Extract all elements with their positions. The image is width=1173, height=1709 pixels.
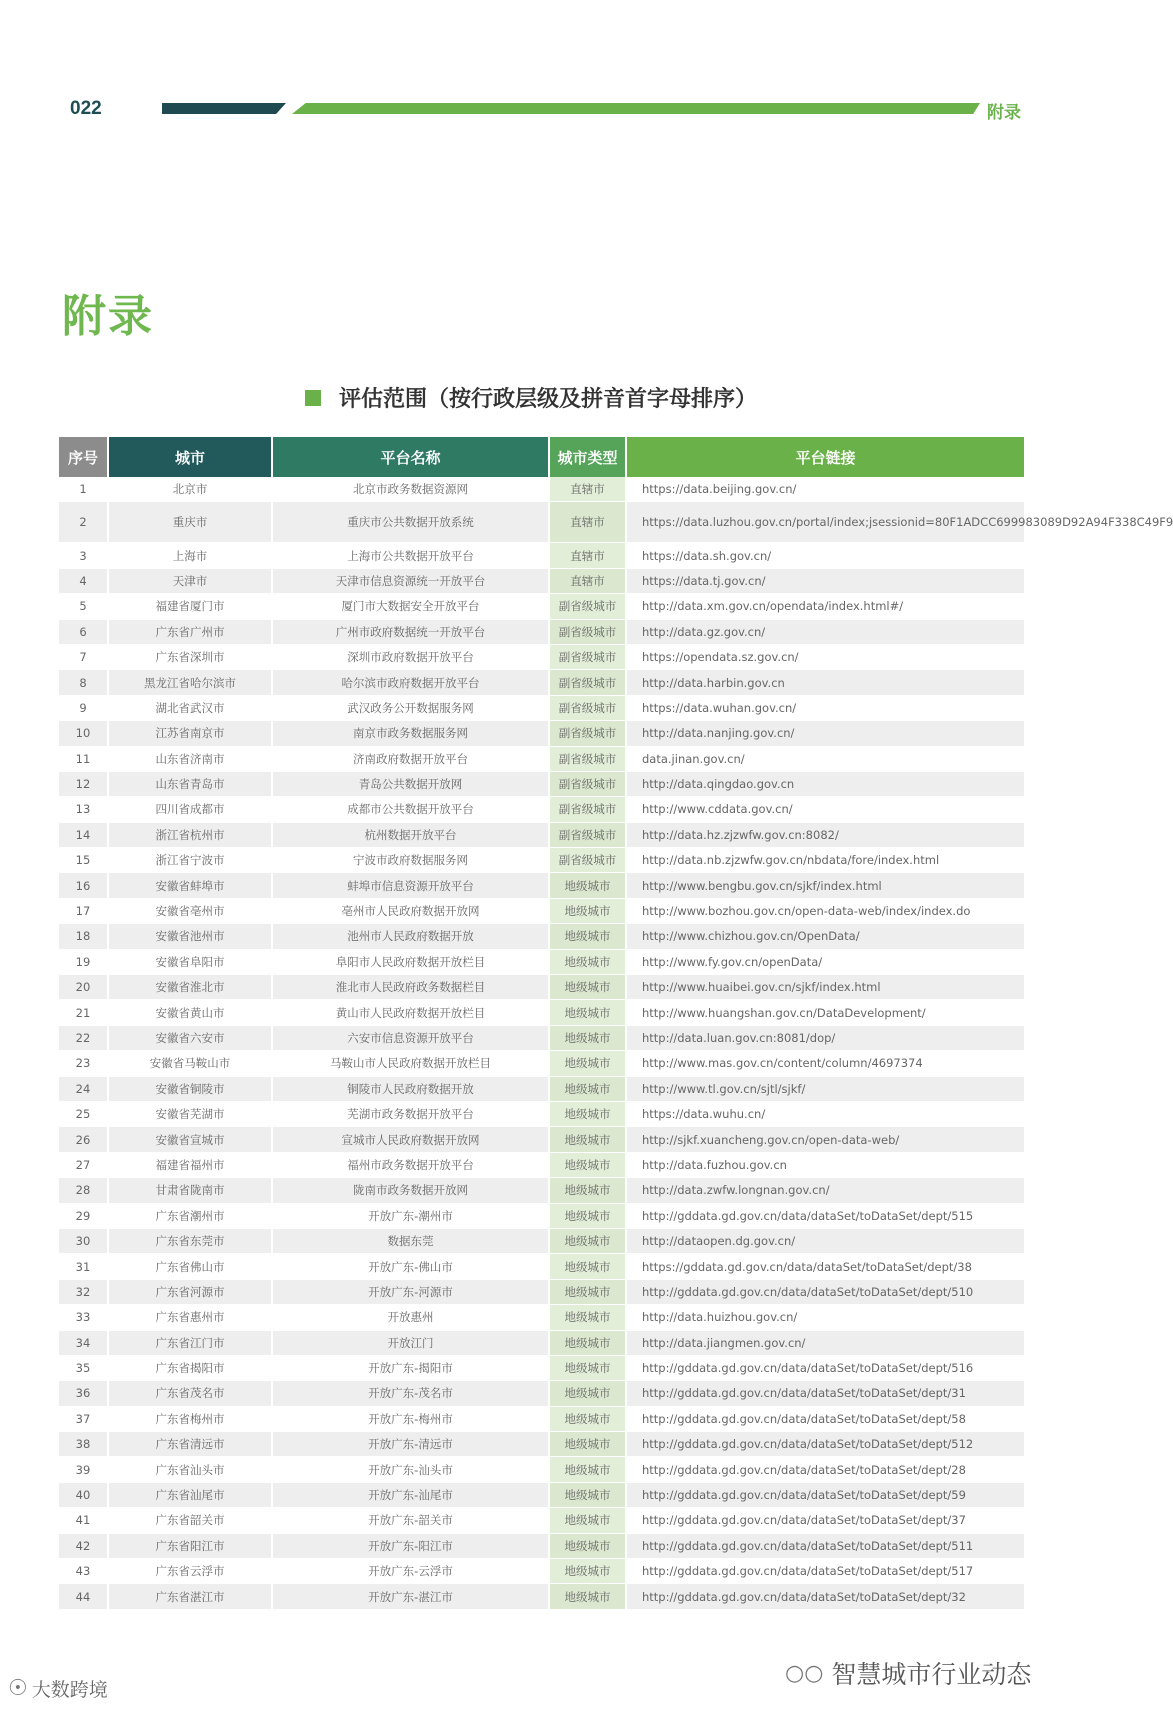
cell-platform: 哈尔滨市政府数据开放平台 [272, 670, 549, 695]
cell-city: 福建省福州市 [108, 1152, 272, 1177]
cell-link[interactable]: https://data.beijing.gov.cn/ [626, 477, 1024, 502]
cell-link[interactable]: http://gddata.gd.gov.cn/data/dataSet/toDataSet/dept/515 [626, 1203, 1024, 1228]
table-row [59, 1559, 1024, 1584]
table-row [59, 1203, 1024, 1228]
table-row [59, 1152, 1024, 1177]
cell-number: 25 [59, 1101, 108, 1126]
logo-icon: ☉ [8, 1676, 28, 1701]
cell-number: 8 [59, 670, 108, 695]
cell-link[interactable]: http://www.huaibei.gov.cn/sjkf/index.html [626, 975, 1024, 1000]
cell-city-type: 地级城市 [549, 1432, 626, 1457]
table-row [59, 1051, 1024, 1076]
table-row [59, 873, 1024, 898]
cell-city: 广东省广州市 [108, 619, 272, 644]
cell-number: 40 [59, 1482, 108, 1507]
table-row [59, 721, 1024, 746]
table-row [59, 1076, 1024, 1101]
cell-link[interactable]: http://data.harbin.gov.cn [626, 670, 1024, 695]
cell-link[interactable]: http://sjkf.xuancheng.gov.cn/open-data-web/ [626, 1127, 1024, 1152]
cell-platform: 杭州数据开放平台 [272, 822, 549, 847]
cell-number: 43 [59, 1559, 108, 1584]
cell-link[interactable]: http://data.fuzhou.gov.cn [626, 1152, 1024, 1177]
table-row [59, 1355, 1024, 1380]
cell-city: 广东省汕头市 [108, 1457, 272, 1482]
cell-platform: 蚌埠市信息资源开放平台 [272, 873, 549, 898]
cell-city: 安徽省池州市 [108, 924, 272, 949]
header-bar-green [292, 103, 980, 114]
table-row [59, 644, 1024, 669]
table-row [59, 949, 1024, 974]
cell-link[interactable]: http://www.cddata.gov.cn/ [626, 797, 1024, 822]
table-header-row [59, 437, 1024, 477]
cell-number: 17 [59, 898, 108, 923]
table-row [59, 1432, 1024, 1457]
cell-city: 广东省阳江市 [108, 1533, 272, 1558]
cell-city-type: 地级城市 [549, 1279, 626, 1304]
cell-number: 20 [59, 975, 108, 1000]
cell-platform: 天津市信息资源统一开放平台 [272, 568, 549, 593]
header-bar-dark [162, 103, 286, 114]
cell-number: 10 [59, 721, 108, 746]
cell-link[interactable]: http://gddata.gd.gov.cn/data/dataSet/toDataSet/dept/37 [626, 1508, 1024, 1533]
table-row [59, 1584, 1024, 1609]
cell-city-type: 副省级城市 [549, 619, 626, 644]
cell-city: 广东省汕尾市 [108, 1482, 272, 1507]
cell-link[interactable]: https://gddata.gd.gov.cn/data/dataSet/toDataSet/dept/38 [626, 1254, 1024, 1279]
cell-city-type: 副省级城市 [549, 822, 626, 847]
cell-platform: 数据东莞 [272, 1228, 549, 1253]
cell-platform: 开放广东-云浮市 [272, 1559, 549, 1584]
table-row [59, 543, 1024, 568]
cell-city: 广东省江门市 [108, 1330, 272, 1355]
cell-platform: 开放惠州 [272, 1305, 549, 1330]
cell-city: 安徽省淮北市 [108, 975, 272, 1000]
table-row [59, 975, 1024, 1000]
cell-platform: 深圳市政府数据开放平台 [272, 644, 549, 669]
cell-number: 1 [59, 477, 108, 502]
cell-platform: 武汉政务公开数据服务网 [272, 695, 549, 720]
cell-platform: 厦门市大数据安全开放平台 [272, 594, 549, 619]
cell-city: 黑龙江省哈尔滨市 [108, 670, 272, 695]
cell-city: 广东省湛江市 [108, 1584, 272, 1609]
table-row [59, 1533, 1024, 1558]
cell-number: 26 [59, 1127, 108, 1152]
cell-city: 广东省揭阳市 [108, 1355, 272, 1380]
cell-number: 4 [59, 568, 108, 593]
cell-city: 广东省佛山市 [108, 1254, 272, 1279]
cell-city-type: 副省级城市 [549, 695, 626, 720]
cell-city-type: 地级城市 [549, 1482, 626, 1507]
cell-platform: 芜湖市政务数据开放平台 [272, 1101, 549, 1126]
table-row [59, 822, 1024, 847]
cell-city-type: 地级城市 [549, 924, 626, 949]
page-number: 022 [70, 98, 102, 119]
cell-city-type: 地级城市 [549, 873, 626, 898]
cell-number: 41 [59, 1508, 108, 1533]
cell-city: 安徽省宣城市 [108, 1127, 272, 1152]
cell-city: 四川省成都市 [108, 797, 272, 822]
cell-city: 安徽省蚌埠市 [108, 873, 272, 898]
page-title: 附录 [62, 291, 154, 342]
cell-number: 30 [59, 1228, 108, 1253]
cell-link[interactable]: http://gddata.gd.gov.cn/data/dataSet/toDataSet/dept/32 [626, 1584, 1024, 1609]
cell-city-type: 直辖市 [549, 477, 626, 502]
cell-city-type: 地级城市 [549, 1305, 626, 1330]
cell-city-type: 地级城市 [549, 1355, 626, 1380]
cell-platform: 青岛公共数据开放网 [272, 771, 549, 796]
cell-number: 34 [59, 1330, 108, 1355]
wechat-watermark-text: 智慧城市行业动态 [831, 1660, 1032, 1689]
cell-city: 广东省清远市 [108, 1432, 272, 1457]
cell-link[interactable]: http://www.fy.gov.cn/openData/ [626, 949, 1024, 974]
cell-city-type: 地级城市 [549, 1533, 626, 1558]
cell-city-type: 地级城市 [549, 1228, 626, 1253]
cell-platform: 开放广东-清远市 [272, 1432, 549, 1457]
cell-platform: 黄山市人民政府数据开放栏目 [272, 1000, 549, 1025]
cell-link[interactable]: http://data.xm.gov.cn/opendata/index.html#/ [626, 594, 1024, 619]
cell-city: 安徽省黄山市 [108, 1000, 272, 1025]
cell-city-type: 副省级城市 [549, 721, 626, 746]
cell-platform: 淮北市人民政府政务数据栏目 [272, 975, 549, 1000]
table-row [59, 771, 1024, 796]
table-row [59, 1000, 1024, 1025]
cell-city: 安徽省六安市 [108, 1025, 272, 1050]
cell-number: 38 [59, 1432, 108, 1457]
table-row [59, 898, 1024, 923]
column-header-city-type: 城市类型 [549, 437, 626, 477]
evaluation-scope-table [59, 437, 1173, 1610]
cell-number: 27 [59, 1152, 108, 1177]
table-row [59, 1406, 1024, 1431]
cell-city-type: 地级城市 [549, 1076, 626, 1101]
table-row [59, 797, 1024, 822]
cell-link[interactable]: http://www.bengbu.gov.cn/sjkf/index.html [626, 873, 1024, 898]
cell-platform: 成都市公共数据开放平台 [272, 797, 549, 822]
cell-number: 29 [59, 1203, 108, 1228]
cell-link[interactable]: http://data.hz.zjzwfw.gov.cn:8082/ [626, 822, 1024, 847]
cell-city-type: 地级城市 [549, 1000, 626, 1025]
cell-city-type: 直辖市 [549, 568, 626, 593]
cell-number: 6 [59, 619, 108, 644]
cell-city-type: 地级城市 [549, 1584, 626, 1609]
cell-city-type: 地级城市 [549, 1457, 626, 1482]
cell-platform: 开放广东-韶关市 [272, 1508, 549, 1533]
cell-city: 广东省东莞市 [108, 1228, 272, 1253]
cell-platform: 开放广东-汕头市 [272, 1457, 549, 1482]
table-row [59, 1178, 1024, 1203]
cell-platform: 济南政府数据开放平台 [272, 746, 549, 771]
cell-number: 3 [59, 543, 108, 568]
cell-link[interactable]: http://www.tl.gov.cn/sjtl/sjkf/ [626, 1076, 1024, 1101]
cell-city: 广东省惠州市 [108, 1305, 272, 1330]
cell-link[interactable]: https://data.sh.gov.cn/ [626, 543, 1024, 568]
cell-link[interactable]: http://gddata.gd.gov.cn/data/dataSet/toDataSet/dept/516 [626, 1355, 1024, 1380]
cell-link[interactable]: http://www.huangshan.gov.cn/DataDevelopment/ [626, 1000, 1024, 1025]
cell-link[interactable]: http://gddata.gd.gov.cn/data/dataSet/toDataSet/dept/511 [626, 1533, 1024, 1558]
cell-city: 福建省厦门市 [108, 594, 272, 619]
cell-number: 31 [59, 1254, 108, 1279]
cell-city: 湖北省武汉市 [108, 695, 272, 720]
cell-city: 山东省青岛市 [108, 771, 272, 796]
cell-city-type: 地级城市 [549, 1178, 626, 1203]
cell-link[interactable]: http://www.chizhou.gov.cn/OpenData/ [626, 924, 1024, 949]
cell-city: 广东省韶关市 [108, 1508, 272, 1533]
cell-number: 32 [59, 1279, 108, 1304]
cell-number: 2 [59, 502, 108, 543]
cell-platform: 开放广东-揭阳市 [272, 1355, 549, 1380]
cell-link[interactable]: http://data.luan.gov.cn:8081/dop/ [626, 1025, 1024, 1050]
table-row [59, 1254, 1024, 1279]
cell-number: 33 [59, 1305, 108, 1330]
cell-city-type: 地级城市 [549, 1381, 626, 1406]
cell-number: 36 [59, 1381, 108, 1406]
cell-link[interactable]: https://opendata.sz.gov.cn/ [626, 644, 1024, 669]
wechat-icon: ○○ [785, 1660, 824, 1686]
cell-platform: 马鞍山市人民政府数据开放栏目 [272, 1051, 549, 1076]
cell-city-type: 地级城市 [549, 1559, 626, 1584]
cell-platform: 宁波市政府数据服务网 [272, 848, 549, 873]
cell-number: 44 [59, 1584, 108, 1609]
cell-number: 35 [59, 1355, 108, 1380]
cell-number: 5 [59, 594, 108, 619]
table-row [59, 1279, 1024, 1304]
cell-city: 江苏省南京市 [108, 721, 272, 746]
cell-link[interactable]: http://gddata.gd.gov.cn/data/dataSet/toDataSet/dept/517 [626, 1559, 1024, 1584]
table-row [59, 1381, 1024, 1406]
cell-city-type: 副省级城市 [549, 644, 626, 669]
corner-watermark [8, 1675, 108, 1702]
cell-number: 23 [59, 1051, 108, 1076]
table-row [59, 1101, 1024, 1126]
cell-city: 山东省济南市 [108, 746, 272, 771]
cell-number: 7 [59, 644, 108, 669]
cell-city-type: 地级城市 [549, 1051, 626, 1076]
cell-platform: 开放江门 [272, 1330, 549, 1355]
table-row [59, 1508, 1024, 1533]
cell-number: 39 [59, 1457, 108, 1482]
cell-city-type: 地级城市 [549, 1508, 626, 1533]
cell-number: 24 [59, 1076, 108, 1101]
cell-platform: 广州市政府数据统一开放平台 [272, 619, 549, 644]
cell-link[interactable]: http://data.gz.gov.cn/ [626, 619, 1024, 644]
cell-link[interactable]: http://gddata.gd.gov.cn/data/dataSet/toDataSet/dept/510 [626, 1279, 1024, 1304]
cell-number: 15 [59, 848, 108, 873]
cell-city: 安徽省芜湖市 [108, 1101, 272, 1126]
cell-platform: 开放广东-梅州市 [272, 1406, 549, 1431]
cell-link[interactable]: http://gddata.gd.gov.cn/data/dataSet/toDataSet/dept/31 [626, 1381, 1024, 1406]
cell-city-type: 直辖市 [549, 543, 626, 568]
cell-platform: 开放广东-河源市 [272, 1279, 549, 1304]
cell-city-type: 副省级城市 [549, 797, 626, 822]
cell-city-type: 直辖市 [549, 502, 626, 543]
cell-link[interactable]: data.jinan.gov.cn/ [626, 746, 1024, 771]
cell-platform: 上海市公共数据开放平台 [272, 543, 549, 568]
cell-link[interactable]: https://data.luzhou.gov.cn/portal/index;jsessionid=80F1ADCC699983089D92A94F338C49F9 [626, 502, 1024, 543]
cell-platform: 开放广东-潮州市 [272, 1203, 549, 1228]
cell-link[interactable]: http://www.mas.gov.cn/content/column/4697374 [626, 1051, 1024, 1076]
cell-city: 浙江省杭州市 [108, 822, 272, 847]
cell-number: 9 [59, 695, 108, 720]
cell-city-type: 地级城市 [549, 1406, 626, 1431]
table-row [59, 1330, 1024, 1355]
cell-city-type: 地级城市 [549, 975, 626, 1000]
wechat-watermark [785, 1655, 1031, 1691]
cell-city: 安徽省马鞍山市 [108, 1051, 272, 1076]
cell-city: 浙江省宁波市 [108, 848, 272, 873]
table-row [59, 924, 1024, 949]
table-row [59, 1305, 1024, 1330]
cell-city: 天津市 [108, 568, 272, 593]
cell-number: 19 [59, 949, 108, 974]
table-row [59, 670, 1024, 695]
subtitle-text: 评估范围（按行政层级及拼音首字母排序） [339, 387, 758, 412]
cell-city-type: 副省级城市 [549, 746, 626, 771]
cell-city-type: 地级城市 [549, 1025, 626, 1050]
cell-number: 37 [59, 1406, 108, 1431]
cell-link[interactable]: https://data.wuhu.cn/ [626, 1101, 1024, 1126]
cell-city-type: 地级城市 [549, 898, 626, 923]
cell-link[interactable]: http://gddata.gd.gov.cn/data/dataSet/toDataSet/dept/58 [626, 1406, 1024, 1431]
cell-number: 14 [59, 822, 108, 847]
cell-number: 13 [59, 797, 108, 822]
cell-city-type: 地级城市 [549, 1203, 626, 1228]
cell-platform: 北京市政务数据资源网 [272, 477, 549, 502]
table-row [59, 1025, 1024, 1050]
cell-city: 甘肃省陇南市 [108, 1178, 272, 1203]
table-row [59, 695, 1024, 720]
cell-link[interactable]: http://data.nb.zjzwfw.gov.cn/nbdata/fore/index.html [626, 848, 1024, 873]
cell-city-type: 地级城市 [549, 1127, 626, 1152]
cell-link[interactable]: http://gddata.gd.gov.cn/data/dataSet/toDataSet/dept/59 [626, 1482, 1024, 1507]
cell-city: 广东省梅州市 [108, 1406, 272, 1431]
cell-city: 安徽省阜阳市 [108, 949, 272, 974]
cell-number: 12 [59, 771, 108, 796]
cell-number: 11 [59, 746, 108, 771]
table-body [59, 477, 1173, 1609]
cell-platform: 陇南市政务数据开放网 [272, 1178, 549, 1203]
table-row [59, 1457, 1024, 1482]
cell-city-type: 地级城市 [549, 1254, 626, 1279]
table-row [59, 619, 1024, 644]
column-header-platform: 平台名称 [272, 437, 549, 477]
cell-link[interactable]: http://www.bozhou.gov.cn/open-data-web/index/index.do [626, 898, 1024, 923]
cell-city-type: 地级城市 [549, 949, 626, 974]
cell-city: 广东省茂名市 [108, 1381, 272, 1406]
cell-platform: 开放广东-茂名市 [272, 1381, 549, 1406]
cell-city: 广东省潮州市 [108, 1203, 272, 1228]
table-row [59, 568, 1024, 593]
cell-platform: 开放广东-汕尾市 [272, 1482, 549, 1507]
table-row [59, 502, 1024, 543]
cell-link[interactable]: http://gddata.gd.gov.cn/data/dataSet/toDataSet/dept/28 [626, 1457, 1024, 1482]
cell-platform: 开放广东-佛山市 [272, 1254, 549, 1279]
cell-platform: 铜陵市人民政府数据开放 [272, 1076, 549, 1101]
cell-link[interactable]: https://data.tj.gov.cn/ [626, 568, 1024, 593]
table-row [59, 746, 1024, 771]
cell-platform: 亳州市人民政府数据开放网 [272, 898, 549, 923]
cell-city: 广东省云浮市 [108, 1559, 272, 1584]
table-row [59, 1482, 1024, 1507]
cell-platform: 重庆市公共数据开放系统 [272, 502, 549, 543]
cell-link[interactable]: http://data.huizhou.gov.cn/ [626, 1305, 1024, 1330]
table-row [59, 594, 1024, 619]
cell-city-type: 副省级城市 [549, 670, 626, 695]
cell-platform: 开放广东-阳江市 [272, 1533, 549, 1558]
square-bullet-icon [305, 390, 321, 406]
cell-link[interactable]: http://gddata.gd.gov.cn/data/dataSet/toDataSet/dept/512 [626, 1432, 1024, 1457]
section-tag: 附录 [987, 103, 1021, 123]
cell-platform: 池州市人民政府数据开放 [272, 924, 549, 949]
table-row [59, 848, 1024, 873]
column-header-city: 城市 [108, 437, 272, 477]
cell-link[interactable]: http://data.zwfw.longnan.gov.cn/ [626, 1178, 1024, 1203]
cell-city-type: 地级城市 [549, 1152, 626, 1177]
cell-link[interactable]: http://data.jiangmen.gov.cn/ [626, 1330, 1024, 1355]
cell-number: 21 [59, 1000, 108, 1025]
table-row [59, 477, 1024, 502]
cell-platform: 阜阳市人民政府数据开放栏目 [272, 949, 549, 974]
cell-link[interactable]: http://dataopen.dg.gov.cn/ [626, 1228, 1024, 1253]
cell-platform: 南京市政务数据服务网 [272, 721, 549, 746]
cell-city: 广东省河源市 [108, 1279, 272, 1304]
cell-link[interactable]: https://data.wuhan.gov.cn/ [626, 695, 1024, 720]
cell-platform: 六安市信息资源开放平台 [272, 1025, 549, 1050]
cell-city: 安徽省亳州市 [108, 898, 272, 923]
column-header-link: 平台链接 [626, 437, 1024, 477]
cell-city-type: 地级城市 [549, 1101, 626, 1126]
cell-city-type: 副省级城市 [549, 848, 626, 873]
column-header-number: 序号 [59, 437, 108, 477]
cell-city: 上海市 [108, 543, 272, 568]
cell-number: 42 [59, 1533, 108, 1558]
cell-city-type: 副省级城市 [549, 594, 626, 619]
cell-city: 安徽省铜陵市 [108, 1076, 272, 1101]
cell-platform: 福州市政务数据开放平台 [272, 1152, 549, 1177]
cell-number: 28 [59, 1178, 108, 1203]
cell-link[interactable]: http://data.qingdao.gov.cn [626, 771, 1024, 796]
cell-platform: 宣城市人民政府数据开放网 [272, 1127, 549, 1152]
cell-city-type: 地级城市 [549, 1330, 626, 1355]
cell-city-type: 副省级城市 [549, 771, 626, 796]
cell-city: 北京市 [108, 477, 272, 502]
corner-watermark-text: 大数跨境 [31, 1679, 108, 1701]
cell-city: 重庆市 [108, 502, 272, 543]
cell-link[interactable]: http://data.nanjing.gov.cn/ [626, 721, 1024, 746]
cell-number: 16 [59, 873, 108, 898]
cell-platform: 开放广东-湛江市 [272, 1584, 549, 1609]
cell-number: 22 [59, 1025, 108, 1050]
cell-number: 18 [59, 924, 108, 949]
table-subtitle [305, 382, 757, 413]
table-row [59, 1127, 1024, 1152]
table-row [59, 1228, 1024, 1253]
cell-city: 广东省深圳市 [108, 644, 272, 669]
